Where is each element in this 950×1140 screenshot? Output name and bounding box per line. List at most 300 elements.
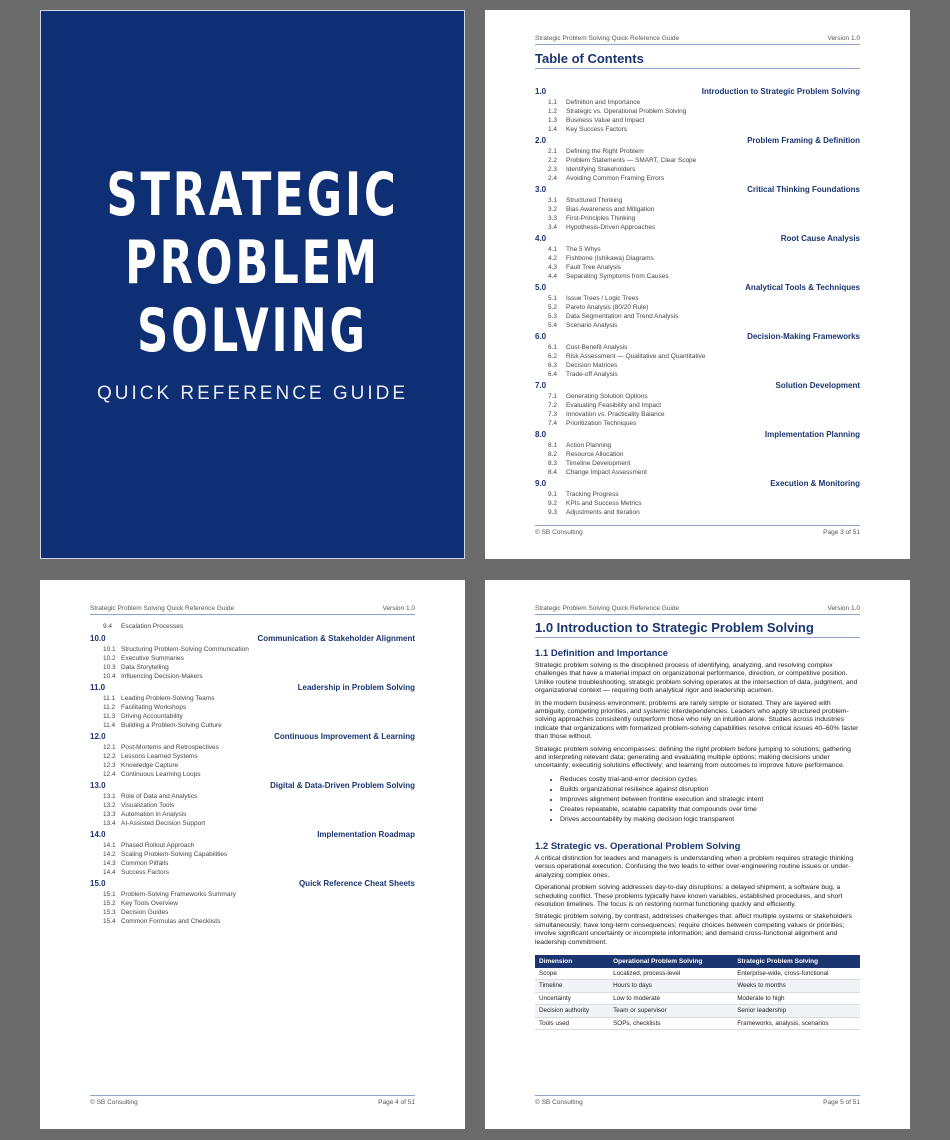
toc-subsection[interactable]	[90, 801, 415, 810]
toc-subsection[interactable]	[90, 694, 415, 703]
table-cell: Hours to days	[609, 980, 733, 993]
toc-section-heading[interactable]	[90, 731, 415, 743]
toc-subsection-title: Scenario Analysis	[566, 322, 618, 329]
table-cell: Timeline	[535, 980, 609, 993]
table-cell: SOPs, checklists	[609, 1017, 733, 1030]
chapter-body	[535, 620, 860, 1030]
toc-subsection-number: 7.3	[548, 411, 558, 418]
toc-subsection-number: 12.1	[103, 744, 116, 751]
toc-subsection-number: 4.3	[548, 264, 558, 271]
toc-subsection[interactable]	[90, 819, 415, 828]
toc-section	[535, 233, 860, 281]
toc-subsection-number: 10.4	[103, 673, 116, 680]
toc-subsection-number: 2.4	[548, 175, 558, 182]
toc-subsection-number: 11.3	[103, 713, 116, 720]
paragraph: A critical distinction for leaders and managers is understanding when a problem requires strategic thinking versus operational execution. Confusing the two leads to either over-engineering routine issues or under-analyzing complex ones.	[535, 854, 854, 879]
toc-subsection-number: 6.3	[548, 362, 558, 369]
toc-section-number: 3.0	[535, 185, 547, 194]
toc-subsection[interactable]	[535, 196, 860, 205]
section-title-1-2: 1.2 Strategic vs. Operational Problem Solving	[535, 840, 741, 852]
page-header	[535, 605, 860, 615]
toc-subsection-title: Knowledge Capture	[121, 762, 179, 769]
toc-page-4	[40, 580, 465, 1129]
toc-subsection-title: Pareto Analysis (80/20 Rule)	[566, 304, 649, 311]
toc-subsection-title: Trade-off Analysis	[566, 371, 618, 378]
toc-subsection-title: Structured Thinking	[566, 197, 623, 204]
page-number: Page 5 of 51	[823, 1099, 860, 1106]
toc-subsection-title: Change Impact Assessment	[566, 469, 647, 476]
toc-subsection-number: 5.2	[548, 304, 558, 311]
toc-section	[90, 878, 415, 926]
paragraph: Operational problem solving addresses day-to-day disruptions: a delayed shipment, a software bug, a scheduling conflict. These problems typically have known variables, established procedures, and short resolution timelines. The focus is on restoring normal functioning quickly and efficiently.	[535, 884, 843, 908]
toc-subsection[interactable]	[90, 761, 415, 770]
toc-subsection[interactable]	[90, 721, 415, 730]
table-cell: Frameworks, analysis, scenarios	[733, 1017, 860, 1030]
toc-subsection-title: Problem-Solving Frameworks Summary	[121, 891, 236, 898]
toc-subsection[interactable]	[90, 890, 415, 899]
toc-subsection-title: Continuous Learning Loops	[121, 771, 201, 778]
toc-subsection-title: Decision Guides	[121, 909, 169, 916]
toc-section	[535, 429, 860, 477]
toc-subsection-title: Leading Problem-Solving Teams	[121, 695, 215, 702]
toc-subsection-number: 10.2	[103, 655, 116, 662]
cover-title-block	[41, 161, 464, 405]
toc-subsection[interactable]	[90, 712, 415, 721]
toc-subsection-title: Avoiding Common Framing Errors	[566, 175, 665, 182]
toc-subsection-title: Evaluating Feasibility and Impact	[566, 402, 662, 409]
section-title-1-1: 1.1 Definition and Importance	[535, 648, 669, 659]
cover-title-line-1: STRATEGIC	[106, 160, 399, 230]
paragraph: Strategic problem solving is the disciplined process of identifying, analyzing, and resolving complex challenges that have a material impact on organizational performance, direction, or competitive position. Unlike routine troubleshooting, strategic problem solving operates at the intersection of data, judgment, and organizational context — requiring both analytical rigor and leadership acumen.	[535, 662, 858, 695]
header-version: Version 1.0	[827, 35, 860, 42]
toc-subsection-number: 7.4	[548, 420, 558, 427]
toc-subsection-title: Scaling Problem-Solving Capabilities	[121, 851, 228, 858]
toc-subsection-number: 14.1	[103, 842, 116, 849]
toc-subsection[interactable]	[90, 672, 415, 681]
page-footer	[535, 1095, 860, 1106]
toc-subsection-title: KPIs and Success Metrics	[566, 500, 642, 507]
toc-section-heading[interactable]	[535, 135, 860, 147]
toc-subsection-title: Executive Summaries	[121, 655, 184, 662]
toc-section-heading[interactable]	[535, 429, 860, 441]
table-cell: Localized, process-level	[609, 968, 733, 980]
toc-section-heading[interactable]	[535, 331, 860, 343]
toc-subsection-number: 12.2	[103, 753, 116, 760]
toc-subsection[interactable]	[535, 205, 860, 214]
comparison-table	[535, 955, 860, 1031]
bullet-item: • Builds organizational resilience against disruption	[560, 785, 860, 795]
table-cell: Decision authority	[535, 1005, 609, 1018]
toc-list	[535, 86, 860, 518]
toc-subsection-number: 1.3	[548, 117, 558, 124]
toc-section-heading[interactable]	[535, 184, 860, 196]
toc-subsection-number: 2.3	[548, 166, 558, 173]
table-header-cell: Dimension	[535, 955, 609, 968]
page-header	[90, 605, 415, 615]
toc-section-number: 15.0	[90, 879, 106, 888]
toc-section	[535, 135, 860, 183]
toc-subsection-title: Resource Allocation	[566, 451, 624, 458]
toc-subsection[interactable]	[535, 165, 860, 174]
toc-subsection[interactable]	[90, 841, 415, 850]
toc-subsection-title: Innovation vs. Practicality Balance	[566, 411, 665, 418]
toc-subsection-title: Structuring Problem-Solving Communication	[121, 646, 249, 653]
toc-subsection-number: 13.4	[103, 820, 116, 827]
toc-subsection-title: Adjustments and Iteration	[566, 509, 640, 516]
toc-subsection-number: 1.2	[548, 108, 558, 115]
header-title: Strategic Problem Solving Quick Reference Guide	[535, 35, 680, 42]
toc-subsection-title: Driving Accountability	[121, 713, 183, 720]
header-title: Strategic Problem Solving Quick Reference Guide	[535, 605, 680, 612]
toc-section-heading[interactable]	[90, 633, 415, 645]
toc-subsection-title: Generating Solution Options	[566, 393, 648, 400]
bullet-item: • Creates repeatable, scalable capability that compounds over time	[560, 805, 860, 815]
toc-subsection[interactable]	[90, 810, 415, 819]
toc-section	[90, 682, 415, 730]
toc-subsection-number: 11.2	[103, 704, 116, 711]
toc-subsection-number: 3.1	[548, 197, 558, 204]
toc-section-title: Decision-Making Frameworks	[747, 332, 860, 341]
toc-subsection-number: 11.1	[103, 695, 116, 702]
toc-subsection[interactable]	[535, 490, 860, 499]
toc-section-title: Digital & Data-Driven Problem Solving	[270, 781, 415, 790]
toc-subsection-title: Influencing Decision-Makers	[121, 673, 203, 680]
table-header-cell: Strategic Problem Solving	[733, 955, 860, 968]
toc-subsection-number: 4.4	[548, 273, 558, 280]
cover-subtitle: QUICK REFERENCE GUIDE	[96, 383, 409, 404]
toc-section-title: Critical Thinking Foundations	[747, 185, 860, 194]
page-number: Page 4 of 51	[378, 1099, 415, 1106]
toc-subsection-number: 3.2	[548, 206, 558, 213]
toc-subsection[interactable]	[535, 508, 860, 517]
toc-section-number: 13.0	[90, 781, 106, 790]
paragraph: Strategic problem solving, by contrast, addresses challenges that: affect multiple systems or stakeholders simultaneously; have long-term consequences; require choices between competing values or priorities; involve significant uncertainty or incomplete information; and demand cross-functional alignment and leadership commitment.	[535, 913, 852, 946]
toc-subsection-title: Prioritization Techniques	[566, 420, 637, 427]
toc-section-title: Leadership in Problem Solving	[297, 683, 415, 692]
page-number: Page 3 of 51	[823, 529, 860, 536]
toc-subsection-number: 2.1	[548, 148, 558, 155]
toc-subsection-number: 2.2	[548, 157, 558, 164]
toc-subsection-title: Fishbone (Ishikawa) Diagrams	[566, 255, 654, 262]
toc-subsection-number: 9.3	[548, 509, 558, 516]
toc-section-number: 7.0	[535, 381, 547, 390]
toc-subsection-number: 10.1	[103, 646, 116, 653]
toc-subsection-title: Action Planning	[566, 442, 612, 449]
toc-section-number: 11.0	[90, 683, 106, 692]
toc-subsection[interactable]	[90, 622, 415, 631]
toc-subsection-title: Tracking Progress	[566, 491, 619, 498]
toc-subsection[interactable]	[90, 899, 415, 908]
toc-section	[535, 380, 860, 428]
cover-page	[40, 10, 465, 559]
toc-subsection[interactable]	[535, 401, 860, 410]
toc-subsection-title: Problem Statements — SMART, Clear Scope	[566, 157, 697, 164]
toc-subsection[interactable]	[90, 663, 415, 672]
toc-subsection-title: Escalation Processes	[121, 623, 184, 630]
table-row	[535, 968, 860, 980]
table-row	[535, 992, 860, 1005]
toc-section-title: Root Cause Analysis	[780, 234, 860, 243]
toc-section-heading[interactable]	[535, 86, 860, 98]
toc-subsection[interactable]	[535, 98, 860, 107]
toc-subsection-number: 6.4	[548, 371, 558, 378]
toc-subsection[interactable]	[535, 116, 860, 125]
toc-subsection-number: 9.2	[548, 500, 558, 507]
toc-subsection[interactable]	[535, 156, 860, 165]
toc-subsection[interactable]	[535, 272, 860, 281]
toc-section-number: 10.0	[90, 634, 106, 643]
toc-section	[90, 829, 415, 877]
toc-subsection-title: Key Success Factors	[566, 126, 628, 133]
toc-subsection-title: Timeline Development	[566, 460, 631, 467]
toc-subsection[interactable]	[535, 321, 860, 330]
toc-subsection-number: 9.4	[103, 623, 113, 630]
toc-section	[535, 184, 860, 232]
table-cell: Scope	[535, 968, 609, 980]
toc-section-heading[interactable]	[90, 682, 415, 694]
toc-subsection-number: 9.1	[548, 491, 558, 498]
toc-subsection-title: Lessons Learned Systems	[121, 753, 198, 760]
header-version: Version 1.0	[827, 605, 860, 612]
table-cell: Enterprise-wide, cross-functional	[733, 968, 860, 980]
toc-subsection-number: 11.4	[103, 722, 116, 729]
toc-section-number: 8.0	[535, 430, 547, 439]
table-cell: Low to moderate	[609, 992, 733, 1005]
toc-section-heading[interactable]	[90, 829, 415, 841]
toc-subsection[interactable]	[535, 174, 860, 183]
page-footer	[90, 1095, 415, 1106]
toc-subsection-title: Role of Data and Analytics	[121, 793, 198, 800]
toc-section-title: Analytical Tools & Techniques	[745, 283, 860, 292]
toc-subsection[interactable]	[535, 459, 860, 468]
toc-subsection-number: 7.2	[548, 402, 558, 409]
toc-section-title: Implementation Planning	[764, 430, 860, 439]
table-row	[535, 1017, 860, 1030]
toc-subsection-number: 6.2	[548, 353, 558, 360]
toc-subsection[interactable]	[535, 468, 860, 477]
toc-section-title: Problem Framing & Definition	[747, 136, 860, 145]
toc-page-3	[485, 10, 910, 559]
toc-section-number: 14.0	[90, 830, 106, 839]
footer-company: © SB Consulting	[535, 1099, 583, 1106]
toc-subsection-title: AI-Assisted Decision Support	[121, 820, 206, 827]
toc-subsection[interactable]	[90, 743, 415, 752]
toc-section-title: Quick Reference Cheat Sheets	[298, 879, 415, 888]
toc-subsection-number: 3.3	[548, 215, 558, 222]
benefits-list	[535, 775, 860, 825]
toc-subsection[interactable]	[535, 263, 860, 272]
toc-section	[535, 282, 860, 330]
toc-subsection[interactable]	[90, 792, 415, 801]
toc-subsection[interactable]	[535, 343, 860, 352]
toc-subsection[interactable]	[90, 703, 415, 712]
toc-section-number: 4.0	[535, 234, 547, 243]
bullet-item: • Drives accountability by making decision logic transparent	[560, 815, 860, 825]
toc-subsection-title: Definition and Importance	[566, 99, 641, 106]
toc-subsection-title: Post-Mortems and Retrospectives	[121, 744, 219, 751]
toc-section-title: Implementation Roadmap	[317, 830, 415, 839]
chapter-title: 1.0 Introduction to Strategic Problem Solving	[535, 620, 860, 638]
table-row	[535, 1005, 860, 1018]
toc-subsection-title: Facilitating Workshops	[121, 704, 187, 711]
table-cell: Weeks to months	[733, 980, 860, 993]
toc-subsection-title: Separating Symptoms from Causes	[566, 273, 669, 280]
toc-section	[90, 780, 415, 828]
toc-section	[535, 86, 860, 134]
toc-subsection[interactable]	[535, 352, 860, 361]
toc-subsection[interactable]	[535, 125, 860, 134]
toc-subsection-number: 8.3	[548, 460, 558, 467]
toc-subsection-title: Risk Assessment — Qualitative and Quantitative	[566, 353, 706, 360]
toc-subsection-number: 1.1	[548, 99, 558, 106]
toc-section-heading[interactable]	[90, 780, 415, 792]
page-header	[535, 35, 860, 45]
toc-subsection-number: 10.3	[103, 664, 116, 671]
page-footer	[535, 525, 860, 536]
toc-section-heading[interactable]	[535, 233, 860, 245]
header-version: Version 1.0	[382, 605, 415, 612]
toc-subsection[interactable]	[535, 245, 860, 254]
table-cell: Tools used	[535, 1017, 609, 1030]
toc-subsection-number: 15.2	[103, 900, 116, 907]
table-row	[535, 980, 860, 993]
toc-subsection-number: 3.4	[548, 224, 558, 231]
toc-subsection[interactable]	[90, 908, 415, 917]
toc-subsection[interactable]	[535, 441, 860, 450]
toc-subsection[interactable]	[535, 147, 860, 156]
toc-section-title: Execution & Monitoring	[770, 479, 860, 488]
toc-subsection-number: 12.3	[103, 762, 116, 769]
toc-subsection[interactable]	[90, 850, 415, 859]
bullet-item: • Improves alignment between frontline execution and strategic intent	[560, 795, 860, 805]
table-cell: Uncertainty	[535, 992, 609, 1005]
toc-subsection[interactable]	[90, 752, 415, 761]
toc-subsection[interactable]	[90, 654, 415, 663]
toc-subsection[interactable]	[535, 370, 860, 379]
toc-subsection-title: Identifying Stakeholders	[566, 166, 636, 173]
toc-subsection-number: 15.3	[103, 909, 116, 916]
toc-subsection-number: 13.2	[103, 802, 116, 809]
toc-subsection-number: 12.4	[103, 771, 116, 778]
toc-subsection-title: Key Tools Overview	[121, 900, 178, 907]
toc-subsection-number: 1.4	[548, 126, 558, 133]
toc-subsection[interactable]	[535, 214, 860, 223]
toc-section-heading[interactable]	[535, 282, 860, 294]
toc-subsection[interactable]	[90, 859, 415, 868]
toc-subsection-title: Strategic vs. Operational Problem Solving	[566, 108, 687, 115]
toc-subsection[interactable]	[535, 392, 860, 401]
toc-subsection-number: 5.3	[548, 313, 558, 320]
toc-subsection-title: Building a Problem-Solving Culture	[121, 722, 222, 729]
toc-subsection-number: 5.1	[548, 295, 558, 302]
toc-subsection[interactable]	[535, 107, 860, 116]
toc-subsection-title: Hypothesis-Driven Approaches	[566, 224, 656, 231]
toc-subsection-title: Common Formulas and Checklists	[121, 918, 221, 925]
toc-subsection[interactable]	[535, 419, 860, 428]
toc-subsection[interactable]	[535, 294, 860, 303]
toc-subsection[interactable]	[535, 223, 860, 232]
toc-subsection[interactable]	[90, 868, 415, 877]
toc-section-title: Introduction to Strategic Problem Solving	[701, 87, 860, 96]
toc-subsection[interactable]	[535, 499, 860, 508]
toc-section-number: 12.0	[90, 732, 106, 741]
toc-subsection-number: 15.1	[103, 891, 116, 898]
toc-subsection-number: 4.2	[548, 255, 558, 262]
cover-title-line-3: SOLVING	[137, 296, 368, 366]
toc-subsection-title: First-Principles Thinking	[566, 215, 636, 222]
toc-subsection-number: 7.1	[548, 393, 558, 400]
toc-subsection[interactable]	[535, 361, 860, 370]
paragraph: In the modern business environment, problems are rarely simple or isolated. They are layered with ambiguity, competing priorities, and systemic interdependencies. Leaders who apply structured problem-solving approaches consistently outperform those who rely on intuition alone. Studies across industries indicate that organizations with formalized problem-solving capabilities resolve critical issues 40–60% faster than those without.	[535, 699, 859, 741]
toc-subsection-number: 15.4	[103, 918, 116, 925]
toc-section-title: Continuous Improvement & Learning	[274, 732, 415, 741]
toc-subsection-title: Common Pitfalls	[121, 860, 169, 867]
toc-subsection-title: Decision Matrices	[566, 362, 618, 369]
toc-subsection[interactable]	[535, 303, 860, 312]
toc-subsection-title: Success Factors	[121, 869, 170, 876]
toc-section-number: 1.0	[535, 87, 547, 96]
toc-section-heading[interactable]	[535, 478, 860, 490]
toc-subsection-number: 6.1	[548, 344, 558, 351]
toc-subsection-title: Phased Rollout Approach	[121, 842, 195, 849]
table-cell: Senior leadership	[733, 1005, 860, 1018]
toc-subsection-title: Business Value and Impact	[566, 117, 645, 124]
toc-subsection-title: Cost-Benefit Analysis	[566, 344, 628, 351]
toc-subsection-number: 5.4	[548, 322, 558, 329]
chapter-page-5	[485, 580, 910, 1129]
toc-subsection-title: Visualization Tools	[121, 802, 175, 809]
toc-section	[90, 731, 415, 779]
toc-subsection-title: Issue Trees / Logic Trees	[566, 295, 639, 302]
toc-subsection-title: The 5 Whys	[566, 246, 601, 253]
toc-subsection-title: Data Storytelling	[121, 664, 169, 671]
table-cell: Team or supervisor	[609, 1005, 733, 1018]
toc-section-title: Solution Development	[775, 381, 860, 390]
toc-title: Table of Contents	[535, 51, 860, 69]
toc-section-title: Communication & Stakeholder Alignment	[257, 634, 415, 643]
toc-subsection-number: 14.2	[103, 851, 116, 858]
toc-subsection-number: 14.3	[103, 860, 116, 867]
toc-subsection-number: 4.1	[548, 246, 558, 253]
paragraph: Strategic problem solving encompasses: defining the right problem before jumping to solutions; gathering and interpreting relevant data; generating and evaluating multiple options; making decisions under uncertainty; executing solutions effectively; and learning from outcomes to improve future performance.	[535, 745, 851, 770]
toc-section	[535, 478, 860, 517]
toc-continued	[90, 622, 415, 631]
toc-subsection-title: Data Segmentation and Trend Analysis	[566, 313, 679, 320]
toc-subsection[interactable]	[90, 645, 415, 654]
toc-subsection[interactable]	[535, 312, 860, 321]
toc-subsection-title: Automation in Analysis	[121, 811, 187, 818]
toc-subsection-title: Fault Tree Analysis	[566, 264, 621, 271]
toc-subsection[interactable]	[90, 917, 415, 926]
toc-subsection-number: 8.1	[548, 442, 558, 449]
toc-subsection[interactable]	[535, 410, 860, 419]
toc-section-heading[interactable]	[90, 878, 415, 890]
toc-subsection-title: Bias Awareness and Mitigation	[566, 206, 655, 213]
footer-company: © SB Consulting	[90, 1099, 138, 1106]
toc-subsection-number: 8.4	[548, 469, 558, 476]
toc-subsection[interactable]	[535, 450, 860, 459]
toc-subsection[interactable]	[535, 254, 860, 263]
toc-section-number: 5.0	[535, 283, 547, 292]
header-title: Strategic Problem Solving Quick Reference Guide	[90, 605, 235, 612]
cover-title-line-2: PROBLEM	[125, 228, 380, 298]
toc-subsection-number: 13.1	[103, 793, 116, 800]
toc-section-number: 6.0	[535, 332, 547, 341]
toc-subsection[interactable]	[90, 770, 415, 779]
toc-section	[535, 331, 860, 379]
toc-section	[90, 633, 415, 681]
toc-section-heading[interactable]	[535, 380, 860, 392]
